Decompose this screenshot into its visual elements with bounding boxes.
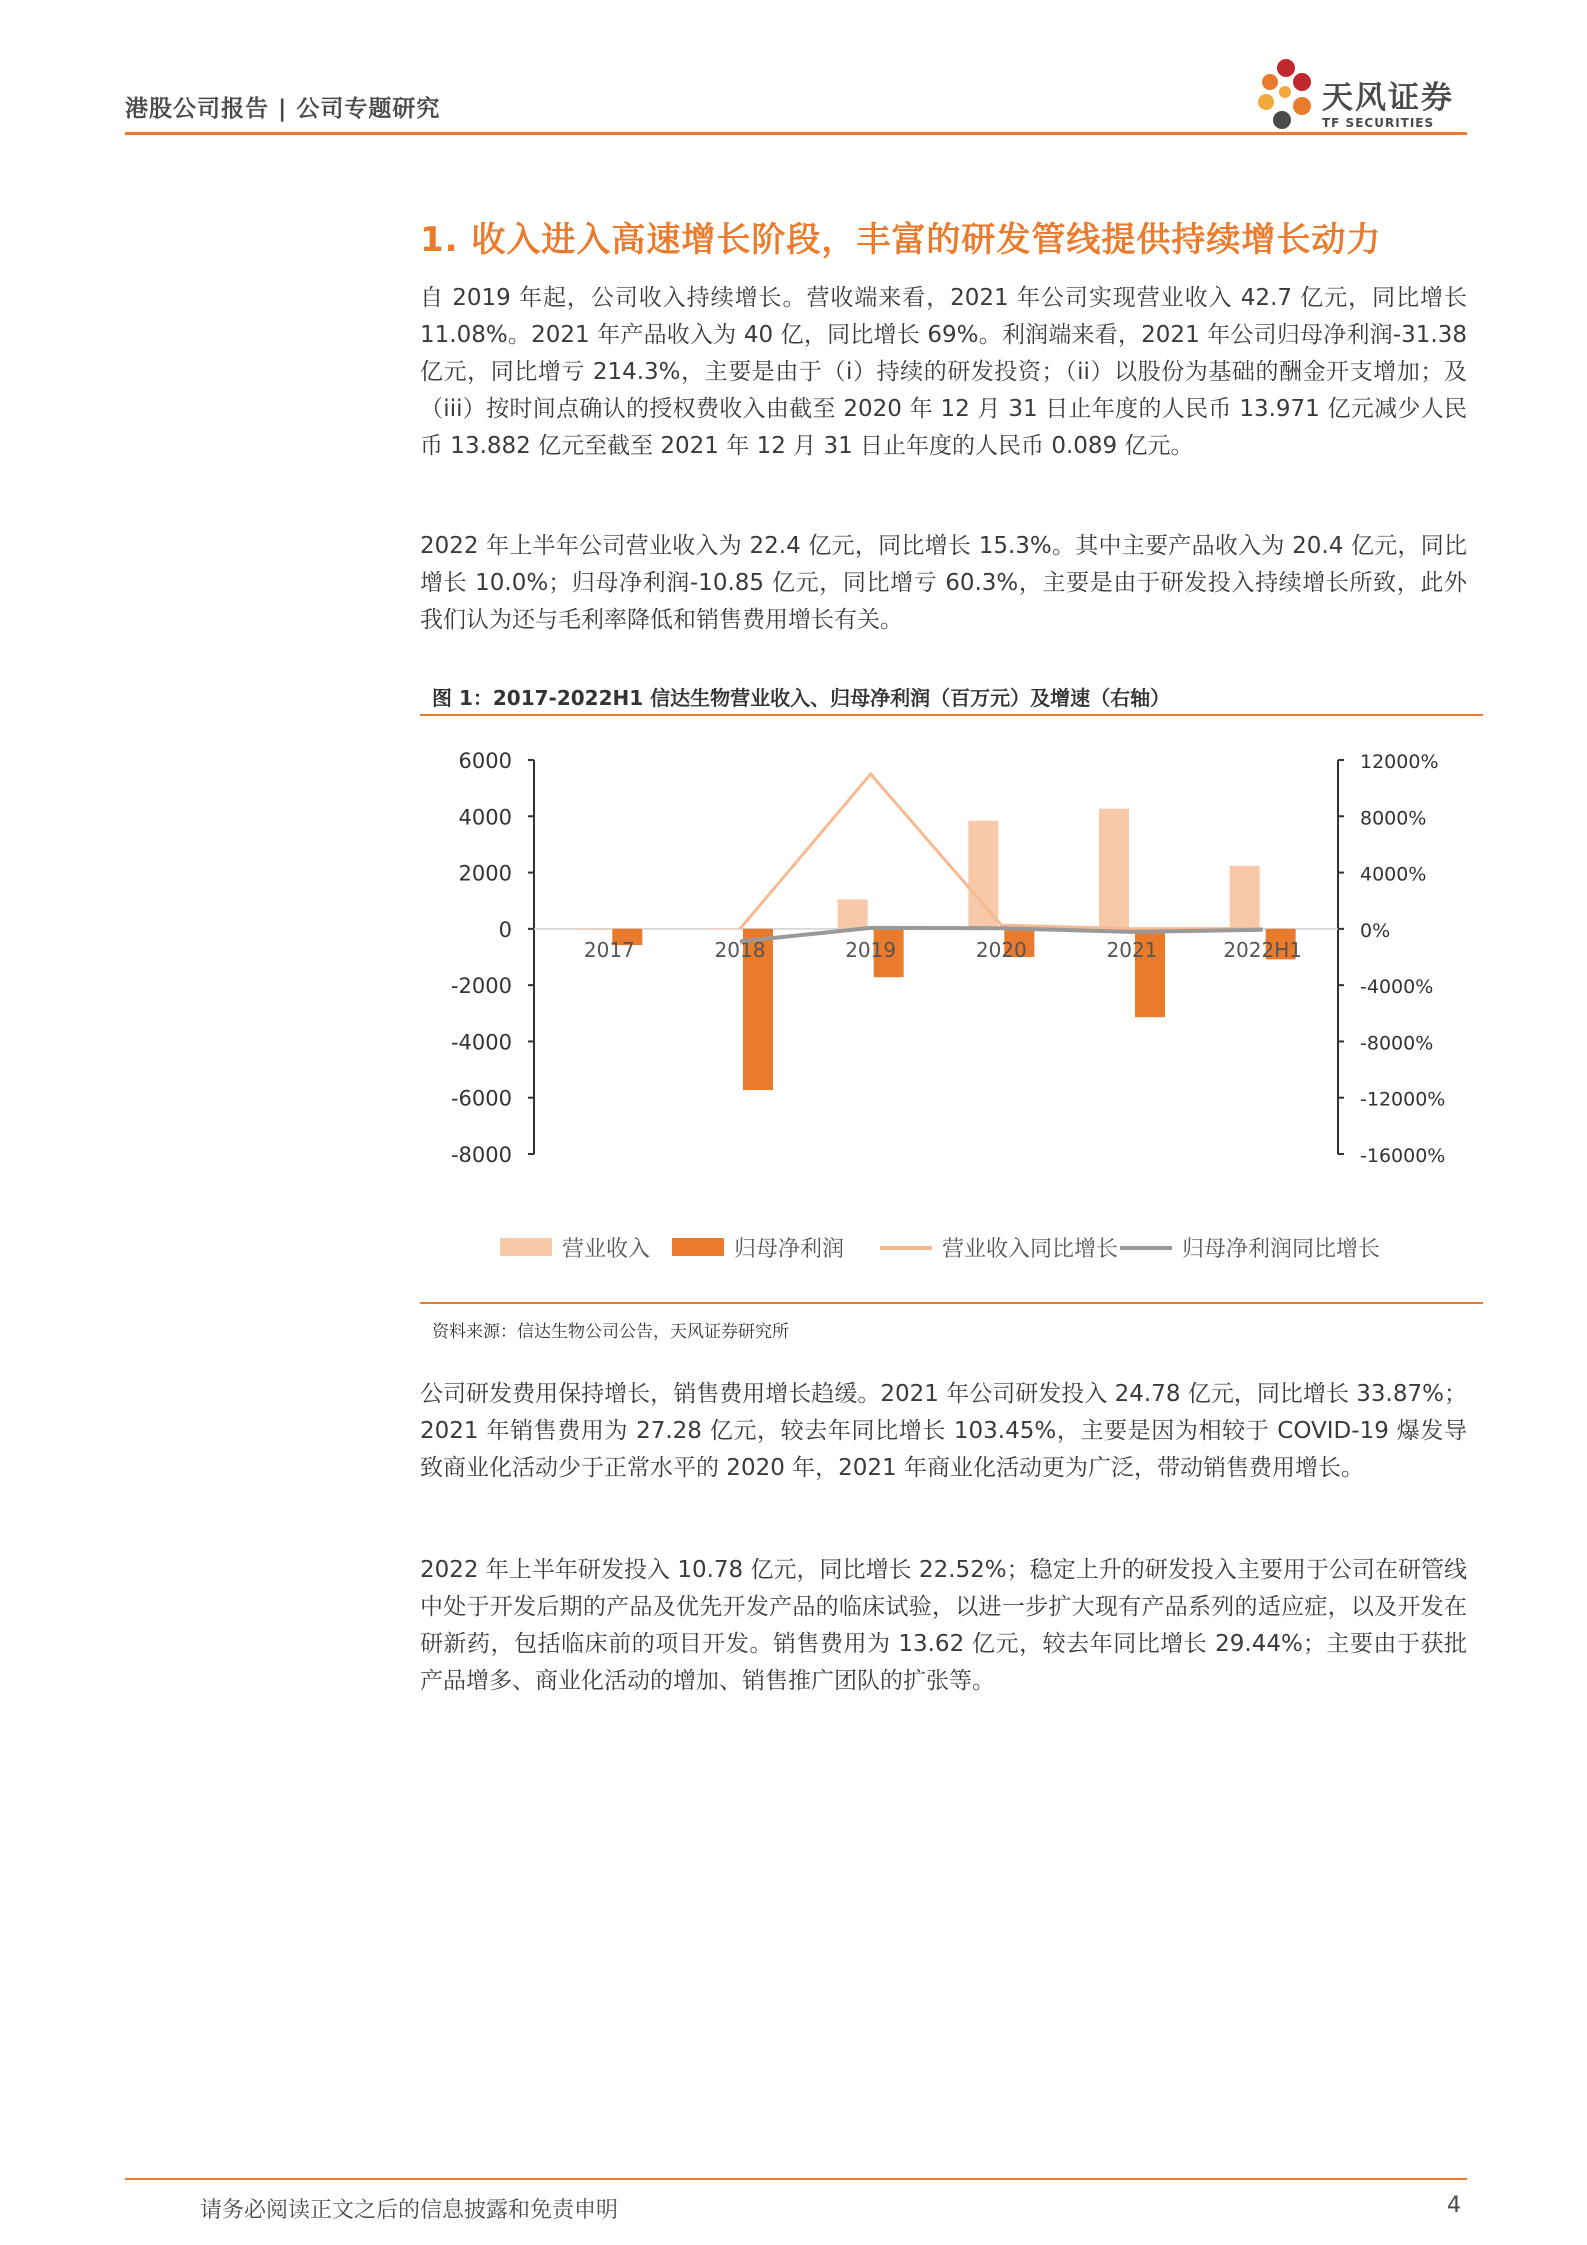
paragraph-expenses-2022h1: 2022 年上半年研发投入 10.78 亿元，同比增长 22.52%；稳定上升的研发投入主要用于公司在研管线中处于开发后期的产品及优先开发产品的临床试验，以进一步扩大现有产品系列的适应症，以及开发在研新药，包括临床前的项目开发。销售费用为 13.62 亿元，较去年同比增长 29.44%；主要由于获批产品增多、商业化活动的增加、销售推广团队的扩张等。 — [420, 1557, 1467, 1694]
right-axis-tick-label: 0% — [1360, 919, 1391, 942]
right-axis-tick-label: -12000% — [1360, 1088, 1446, 1111]
left-axis-tick-label: 2000 — [458, 861, 512, 886]
figure-title: 图 1：2017-2022H1 信达生物营业收入、归母净利润（百万元）及增速（右轴） — [432, 686, 1171, 710]
revenue-growth-line — [740, 774, 1263, 929]
bar-revenue — [576, 929, 606, 930]
legend-label: 归母净利润同比增长 — [1182, 1237, 1381, 1262]
revenue-profit-chart — [420, 730, 1483, 1300]
x-axis-tick-label: 2017 — [583, 937, 635, 962]
left-axis-tick-label: 6000 — [458, 749, 512, 773]
left-axis-tick-label: 0 — [498, 917, 512, 942]
figure-bottom-rule — [420, 1302, 1483, 1304]
logo-text-cn: 天风证券 — [1322, 80, 1454, 116]
logo-text-en: TF SECURITIES — [1322, 116, 1435, 130]
footer-divider — [125, 2178, 1467, 2180]
logo-flower-icon — [1252, 52, 1316, 138]
x-axis-tick-label: 2021 — [1106, 937, 1158, 962]
left-axis-tick-label: -6000 — [450, 1086, 512, 1111]
x-axis-tick-label: 2018 — [714, 937, 766, 962]
x-axis-tick-label: 2022H1 — [1223, 937, 1303, 962]
legend-swatch — [672, 1238, 724, 1256]
header-divider — [125, 132, 1467, 135]
footer-disclaimer: 请务必阅读正文之后的信息披露和免责申明 — [200, 2198, 619, 2223]
left-axis-tick-label: -8000 — [450, 1143, 512, 1167]
bar-revenue — [838, 899, 868, 928]
x-axis-tick-label: 2020 — [975, 937, 1027, 962]
bar-revenue — [1230, 866, 1260, 929]
right-axis-tick-label: -16000% — [1360, 1145, 1446, 1167]
right-axis-tick-label: 8000% — [1360, 807, 1427, 830]
right-axis-tick-label: 4000% — [1360, 863, 1427, 886]
company-logo — [1252, 52, 1482, 138]
report-category: 港股公司报告 | 公司专题研究 — [125, 96, 441, 122]
bar-revenue — [968, 821, 998, 929]
right-axis-tick-label: -8000% — [1360, 1032, 1434, 1055]
section-title: 1. 收入进入高速增长阶段，丰富的研发管线提供持续增长动力 — [420, 220, 1382, 260]
paragraph-revenue-2021: 自 2019 年起，公司收入持续增长。营收端来看，2021 年公司实现营业收入 42.7 亿元，同比增长 11.08%。2021 年产品收入为 40 亿，同比增长 69%。利润端来看，2021 年公司归母净利润-31.38 亿元，同比增亏 214.3%，主要是由于（i）持续的研发投资；（ii）以股份为基础的酬金开支增加；及（iii）按时间点确认的授权费收入由截至 2020 年 12 月 31 日止年度的人民币 13.971 亿元减少人民币 13.882 亿元至截至 2021 年 12 月 31 日止年度的人民币 0.089 亿元。 — [420, 285, 1467, 459]
right-axis-tick-label: 12000% — [1360, 751, 1439, 773]
paragraph-revenue-2022h1: 2022 年上半年公司营业收入为 22.4 亿元，同比增长 15.3%。其中主要产品收入为 20.4 亿元，同比增长 10.0%；归母净利润-10.85 亿元，同比增亏 60.3%，主要是由于研发投入持续增长所致，此外我们认为还与毛利率降低和销售费用增长有关。 — [420, 533, 1467, 633]
left-axis-tick-label: 4000 — [458, 805, 512, 830]
figure-source: 资料来源：信达生物公司公告，天风证券研究所 — [432, 1322, 789, 1342]
legend-label: 归母净利润 — [734, 1237, 845, 1262]
page-number: 4 — [1447, 2193, 1461, 2218]
left-axis-tick-label: -4000 — [450, 1030, 512, 1055]
x-axis-tick-label: 2019 — [845, 937, 897, 962]
legend-label: 营业收入同比增长 — [942, 1237, 1119, 1262]
bar-revenue — [1099, 809, 1129, 929]
right-axis-tick-label: -4000% — [1360, 976, 1434, 999]
figure-top-rule — [420, 714, 1483, 716]
bar-revenue — [707, 929, 737, 930]
left-axis-tick-label: -2000 — [450, 974, 512, 999]
legend-swatch — [500, 1238, 552, 1256]
legend-label: 营业收入 — [562, 1237, 651, 1262]
paragraph-expenses-2021: 公司研发费用保持增长，销售费用增长趋缓。2021 年公司研发投入 24.78 亿元，同比增长 33.87%；2021 年销售费用为 27.28 亿元，较去年同比增长 103.45%，主要是因为相较于 COVID-19 爆发导致商业化活动少于正常水平的 2020 年，2021 年商业化活动更为广泛，带动销售费用增长。 — [420, 1381, 1467, 1481]
